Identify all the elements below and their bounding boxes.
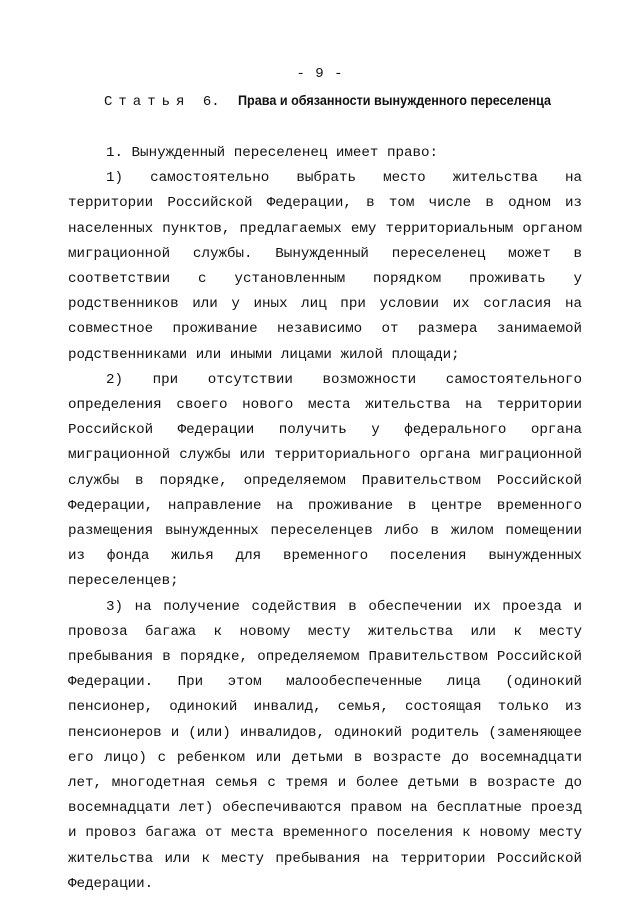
paragraph-1: 1) самостоятельно выбрать место жительства на территории Российской Федерации, в том числе в одном из населенных пунктов, предлагаемых ему территориальным органом миграционной службы. Вынужденный переселенец может в соответствии с установленным порядком проживать у родственников или у иных лиц при условии их согласия на совместное проживание независимо от размера занимаемой родственниками или иными лицами жилой площади; (68, 170, 582, 363)
article-title: Права и обязанности вынужденного переселенца (238, 92, 552, 108)
paragraph-2: 2) при отсутствии возможности самостоятельного определения своего нового места жительства на территории Российской Федерации получить у федерального органа миграционной службы или территориального органа миграционной службы в порядке, определяемом Правительством Российской Федерации, направление на проживание в центре временного размещения вынужденных переселенцев либо в жилом помещении из фонда жилья для временного поселения вынужденных переселенцев; (68, 371, 582, 590)
page-number: - 9 - (296, 66, 344, 82)
article-number: 6. (202, 94, 220, 110)
article-body (68, 141, 582, 897)
article-heading (104, 92, 586, 110)
article-word: Статья (104, 94, 191, 110)
paragraph-intro: 1. Вынужденный переселенец имеет право: (106, 145, 439, 161)
paragraph-3: 3) на получение содействия в обеспечении их проезда и провоза багажа к новому месту жительства или к месту пребывания в порядке, определяемом Правительством Российской Федерации. При этом малообеспеченные лица (одинокий пенсионер, одинокий инвалид, семья, состоящая только из пенсионеров и (или) инвалидов, одинокий родитель (заменяющее его лицо) с ребенком или детьми в возрасте до восемнадцати лет, многодетная семья с тремя и более детьми в возрасте до восемнадцати лет) обеспечиваются правом на бесплатные проезд и провоз багажа от места временного поселения к новому месту жительства или к месту пребывания на территории Российской Федерации. (68, 598, 582, 892)
